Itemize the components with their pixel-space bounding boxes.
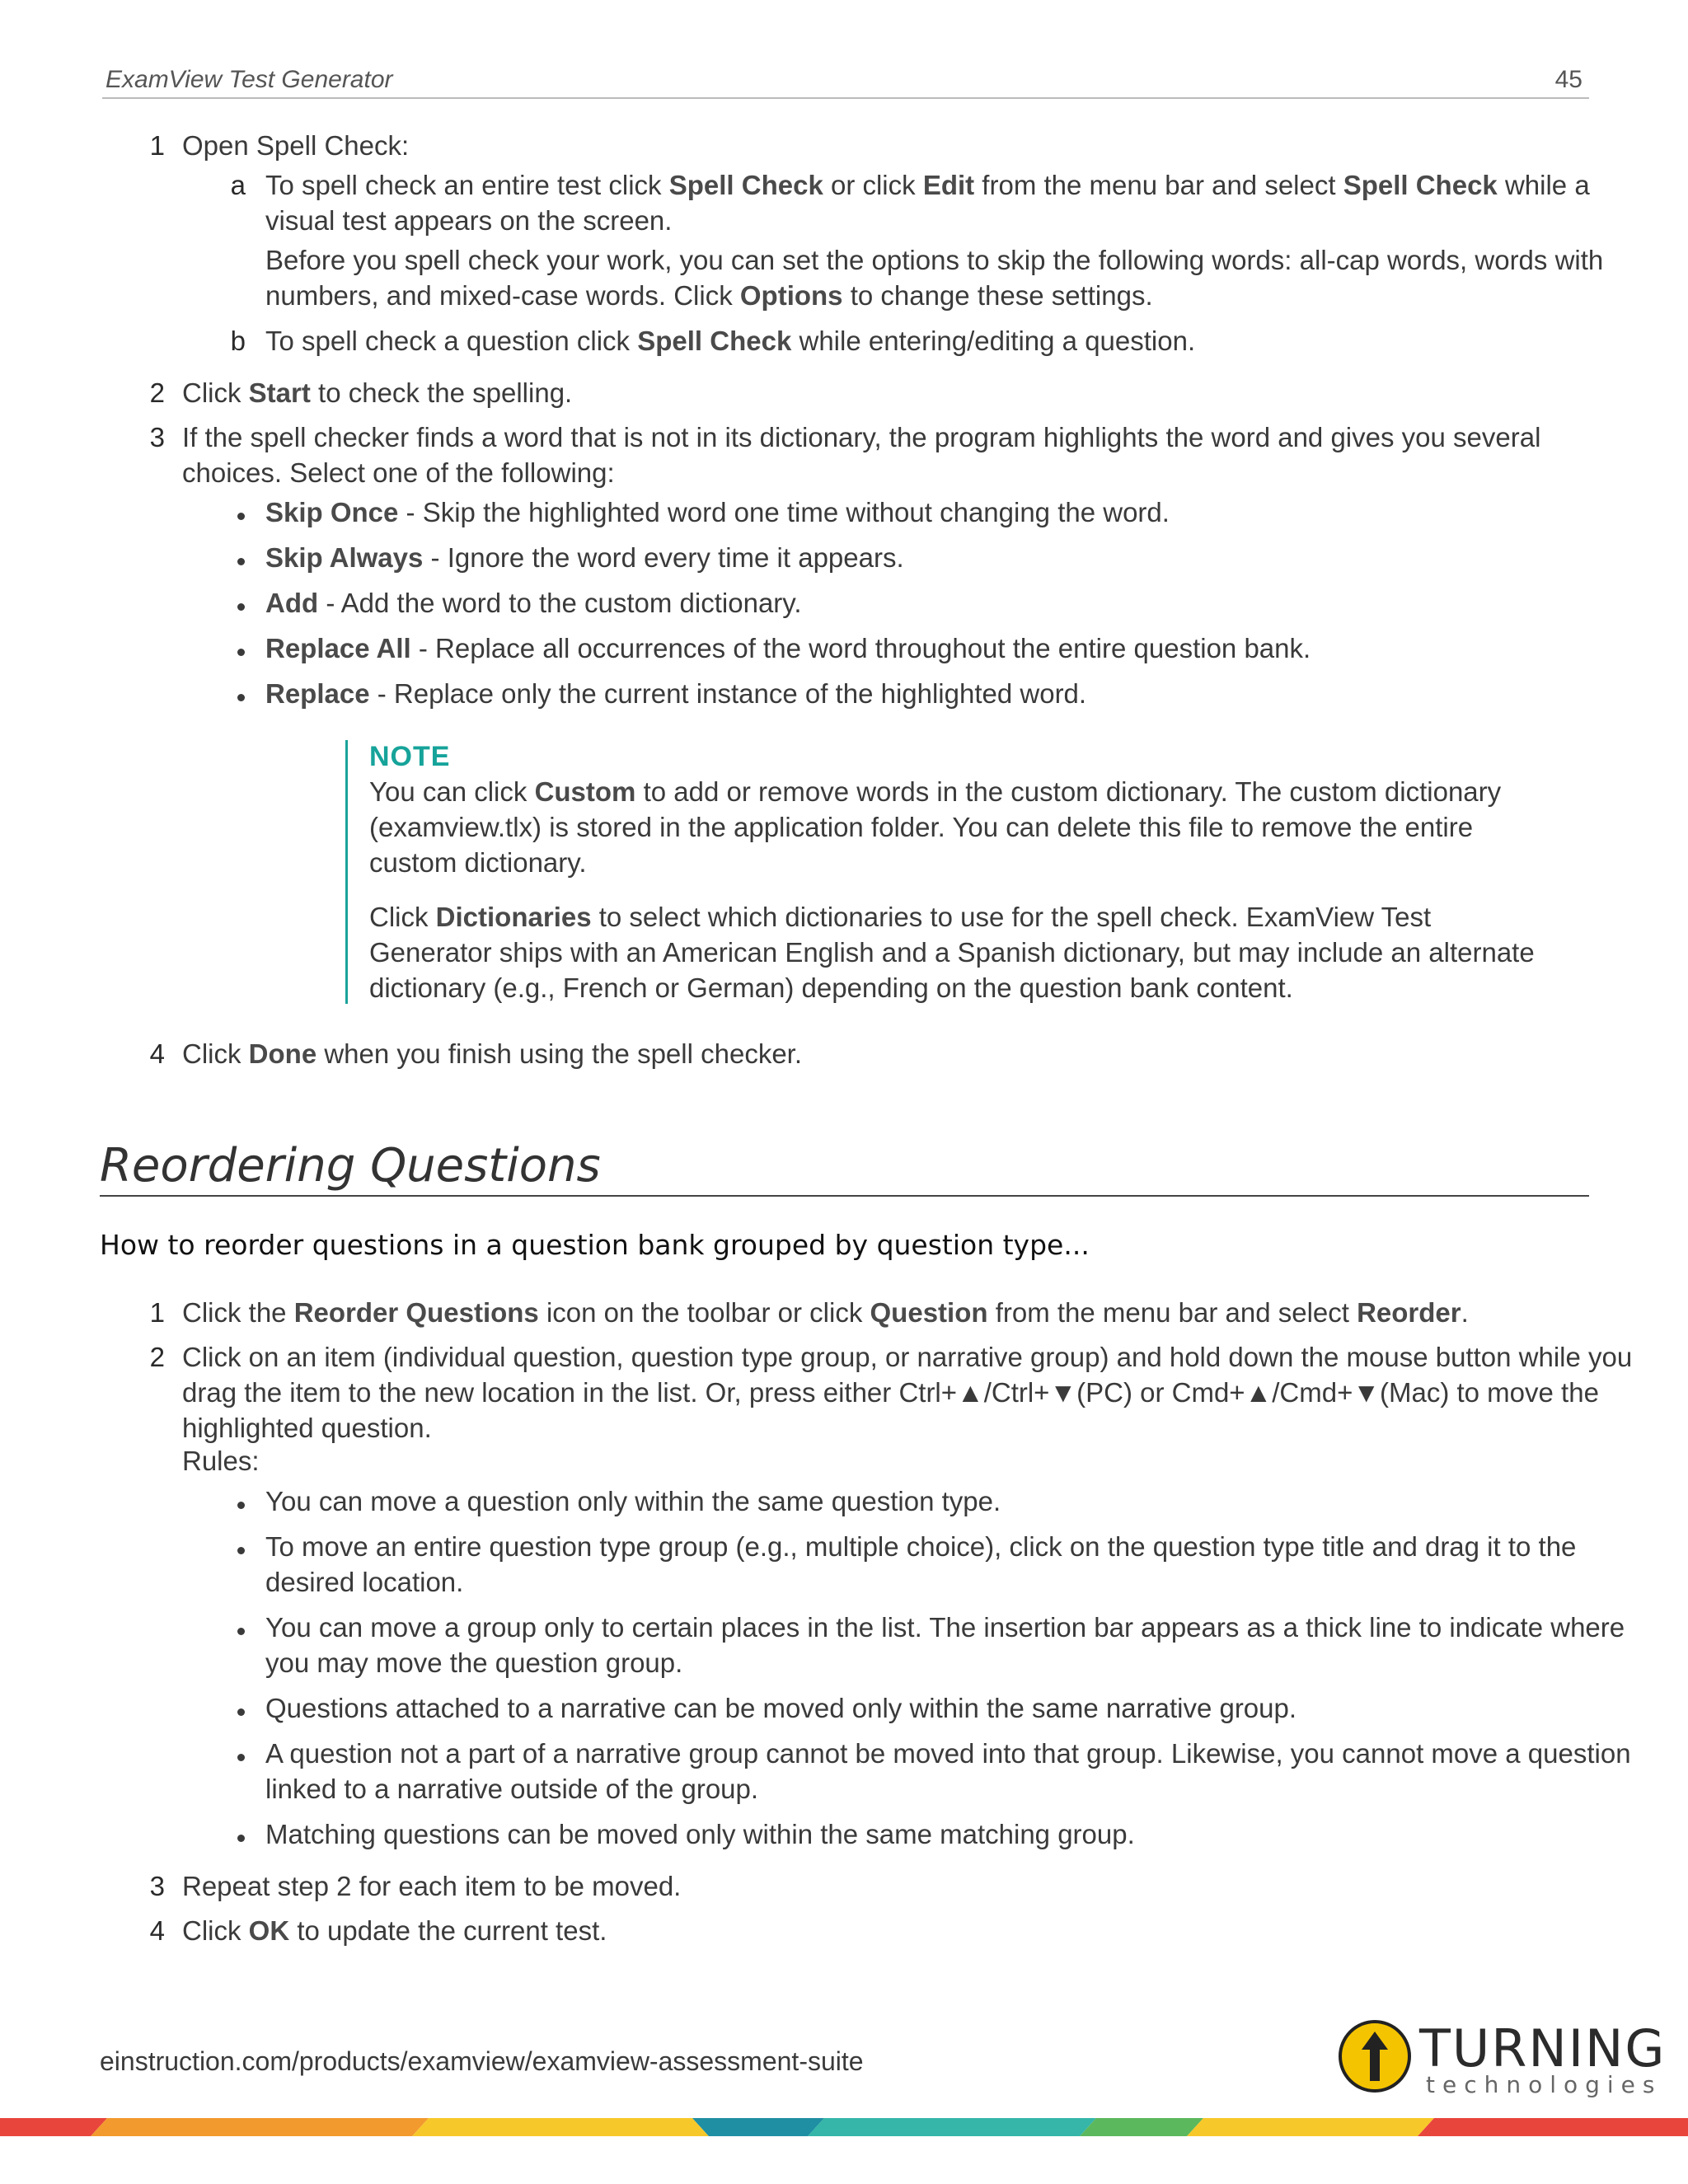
rule-item: Questions attached to a narrative can be moved only within the same narrative group.: [265, 1693, 1297, 1723]
list-item: Add - Add the word to the custom dictionary.: [265, 588, 802, 618]
step-text-line-2: choices. Select one of the following:: [182, 457, 615, 488]
rule-item: To move an entire question type group (e.g., multiple choice), click on the question type title and drag it to the: [265, 1531, 1577, 1562]
step-text-line-2: drag the item to the new location in the list. Or, press either Ctrl+▲/Ctrl+▼(PC) or Cmd+▲/Cmd+▼(Mac) to move the: [182, 1377, 1599, 1408]
page-number: 45: [1554, 66, 1582, 93]
list-item: Replace - Replace only the current instance of the highlighted word.: [265, 678, 1087, 709]
turning-arrow-icon: [1337, 2018, 1413, 2094]
bullet: [237, 513, 245, 520]
substep-a-line-4: numbers, and mixed-case words. Click Options to change these settings.: [265, 280, 1153, 311]
step-number: 1: [149, 130, 165, 161]
rule-item-cont: you may move the question group.: [265, 1647, 683, 1678]
substep-b-line-1: To spell check a question click Spell Check while entering/editing a question.: [265, 326, 1196, 356]
bullet: [237, 1628, 245, 1635]
bullet: [237, 1502, 245, 1509]
step-number: 1: [149, 1297, 165, 1328]
step-text: Click Done when you finish using the spell checker.: [182, 1038, 803, 1069]
step-text-line-1: Click on an item (individual question, question type group, or narrative group) and hold down the mouse button while you: [182, 1342, 1633, 1372]
note-line: (examview.tlx) is stored in the application folder. You can delete this file to remove the entire: [369, 812, 1474, 842]
bullet: [237, 694, 245, 701]
bullet: [237, 1708, 245, 1716]
step-text: Repeat step 2 for each item to be moved.: [182, 1871, 682, 1901]
step-number: 2: [149, 1342, 165, 1372]
step-text: Click OK to update the current test.: [182, 1915, 607, 1946]
bullet: [237, 1835, 245, 1842]
substep-letter: b: [230, 326, 246, 356]
header-title: ExamView Test Generator: [106, 66, 393, 93]
step-number: 2: [149, 377, 165, 408]
note-line: You can click Custom to add or remove words in the custom dictionary. The custom dictionary: [369, 776, 1502, 807]
rule-item: You can move a group only to certain places in the list. The insertion bar appears as a thick line to indicate where: [265, 1612, 1625, 1643]
rule-item-cont: desired location.: [265, 1567, 464, 1597]
note-line: Click Dictionaries to select which dictionaries to use for the spell check. ExamView Test: [369, 902, 1432, 932]
rule-item-cont: linked to a narrative outside of the group.: [265, 1774, 759, 1804]
substep-a-line-2: visual test appears on the screen.: [265, 205, 673, 236]
list-item: Replace All - Replace all occurrences of the word throughout the entire question bank.: [265, 633, 1311, 663]
bullet: [237, 603, 245, 611]
step-text-line-3: highlighted question.: [182, 1413, 432, 1443]
rule-item: You can move a question only within the same question type.: [265, 1486, 1001, 1516]
rule-item: Matching questions can be moved only within the same matching group.: [265, 1819, 1135, 1849]
bullet: [237, 1754, 245, 1761]
step-text: Click Start to check the spelling.: [182, 377, 573, 408]
step-text: Click the Reorder Questions icon on the toolbar or click Question from the menu bar and select Reorder.: [182, 1297, 1469, 1328]
step-number: 4: [149, 1915, 165, 1946]
note-line: dictionary (e.g., French or German) depending on the question bank content.: [369, 972, 1293, 1003]
note-line: custom dictionary.: [369, 847, 587, 878]
note-label: NOTE: [369, 741, 451, 772]
note-accent-bar: [345, 740, 348, 1004]
footer-color-stripe: [0, 2115, 1688, 2139]
rule-item: A question not a part of a narrative group cannot be moved into that group. Likewise, you cannot move a question: [265, 1738, 1631, 1769]
footer-url: einstruction.com/products/examview/examview-assessment-suite: [100, 2046, 864, 2076]
section-title: Reordering Questions: [100, 1139, 601, 1193]
step-number: 3: [149, 422, 165, 452]
step-text-line-1: If the spell checker finds a word that is not in its dictionary, the program highlights the word and gives you several: [182, 422, 1541, 452]
step-number: 4: [149, 1038, 165, 1069]
substep-letter: a: [230, 170, 246, 200]
note-line: Generator ships with an American English and a Spanish dictionary, but may include an alternate: [369, 937, 1535, 968]
list-item: Skip Always - Ignore the word every time it appears.: [265, 542, 904, 573]
logo-wordmark: TURNING: [1419, 2018, 1667, 2079]
logo-subtext: technologies: [1426, 2071, 1662, 2098]
bullet: [237, 558, 245, 565]
step-number: 3: [149, 1871, 165, 1901]
bullet: [237, 649, 245, 656]
bullet: [237, 1547, 245, 1554]
header-divider: [102, 97, 1589, 99]
section-subtitle: How to reorder questions in a question bank grouped by question type...: [100, 1229, 1090, 1261]
substep-a-line-3: Before you spell check your work, you can set the options to skip the following words: all-cap words, words with: [265, 245, 1604, 275]
turning-technologies-logo: [1337, 2018, 1667, 2101]
list-item: Skip Once - Skip the highlighted word one time without changing the word.: [265, 497, 1170, 527]
rules-label: Rules:: [182, 1446, 260, 1476]
section-divider: [100, 1195, 1589, 1197]
step-text: Open Spell Check:: [182, 130, 410, 161]
substep-a-line-1: To spell check an entire test click Spell Check or click Edit from the menu bar and select Spell Check while a: [265, 170, 1590, 200]
